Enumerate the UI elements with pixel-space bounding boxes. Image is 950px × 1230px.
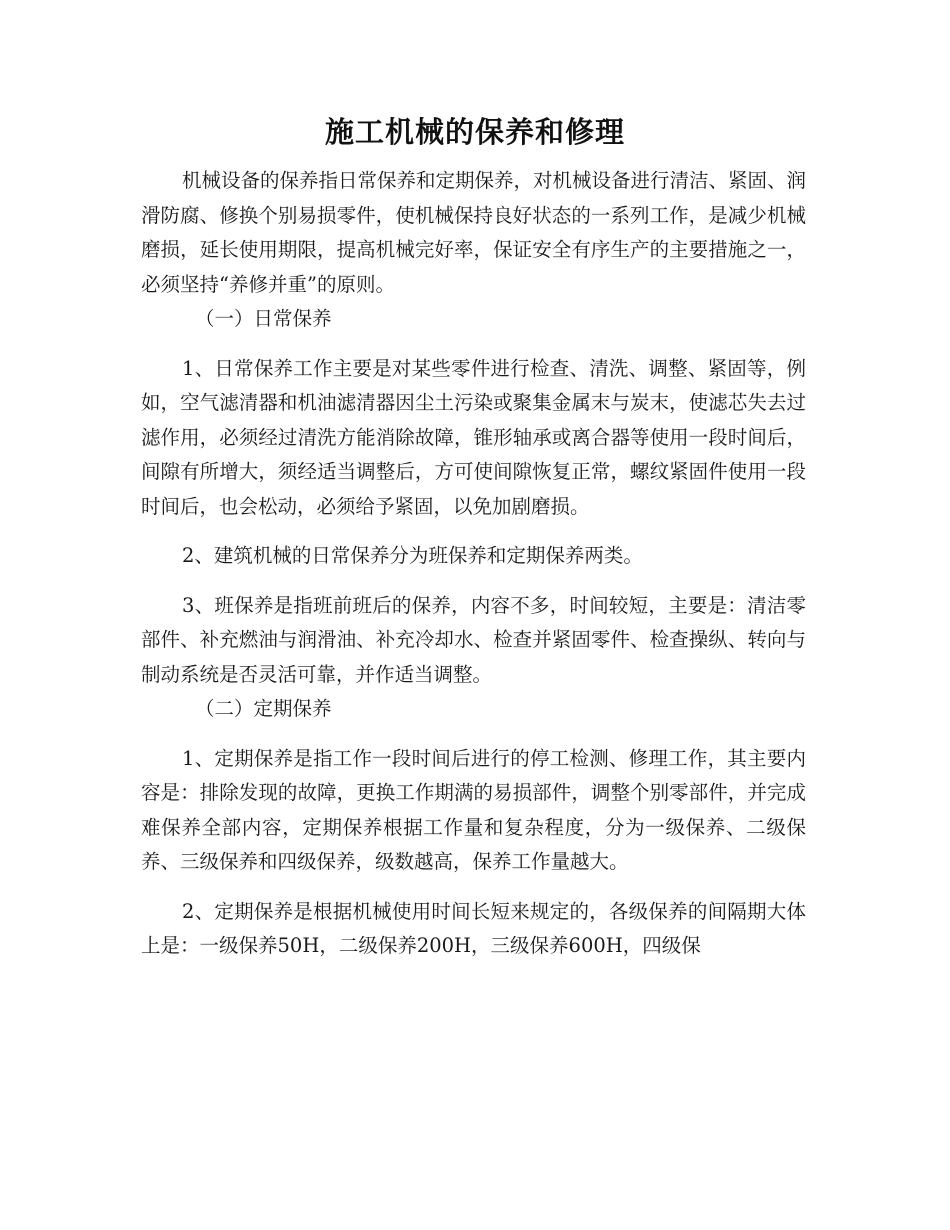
- document-title: 施工机械的保养和修理: [324, 115, 625, 149]
- paragraph: 2、建筑机械的日常保养分为班保养和定期保养两类。: [182, 544, 643, 567]
- section-heading-daily-maintenance: （一）日常保养: [195, 307, 332, 330]
- paragraph: 3、班保养是指班前班后的保养，内容不多，时间较短，主要是：清洁零部件、补充燃油与润滑油、补充冷却水、检查并紧固零件、检查操纵、转向与制动系统是否灵活可靠，并作适当调整。: [141, 593, 806, 686]
- document-body: [141, 164, 806, 964]
- paragraph: 2、定期保养是根据机械使用时间长短来规定的，各级保养的间隔期大体上是：一级保养50H，二级保养200H，三级保养600H，四级保: [141, 899, 806, 957]
- paragraph: 1、定期保养是指工作一段时间后进行的停工检测、修理工作，其主要内容是：排除发现的故障，更换工作期满的易损部件，调整个别零部件，并完成难保养全部内容，定期保养根据工作量和复杂程度，分为一级保养、二级保养、三级保养和四级保养，级数越高，保养工作量越大。: [141, 746, 806, 873]
- paragraph: 1、日常保养工作主要是对某些零件进行检查、清洗、调整、紧固等，例如，空气滤清器和机油滤清器因尘土污染或聚集金属末与炭末，使滤芯失去过滤作用，必须经过清洗方能消除故障，锥形轴承或离合器等使用一段时间后，间隙有所增大，须经适当调整后，方可使间隙恢复正常，螺纹紧固件使用一段时间后，也会松动，必须给予紧固，以免加剧磨损。: [141, 356, 806, 518]
- intro-paragraph: 机械设备的保养指日常保养和定期保养，对机械设备进行清洁、紧固、润滑防腐、修换个别易损零件，使机械保持良好状态的一系列工作，是减少机械磨损，延长使用期限，提高机械完好率，保证安全有序生产的主要措施之一，必须坚持“养修并重”的原则。: [141, 169, 807, 296]
- section-heading-periodic-maintenance: （二）定期保养: [195, 697, 332, 720]
